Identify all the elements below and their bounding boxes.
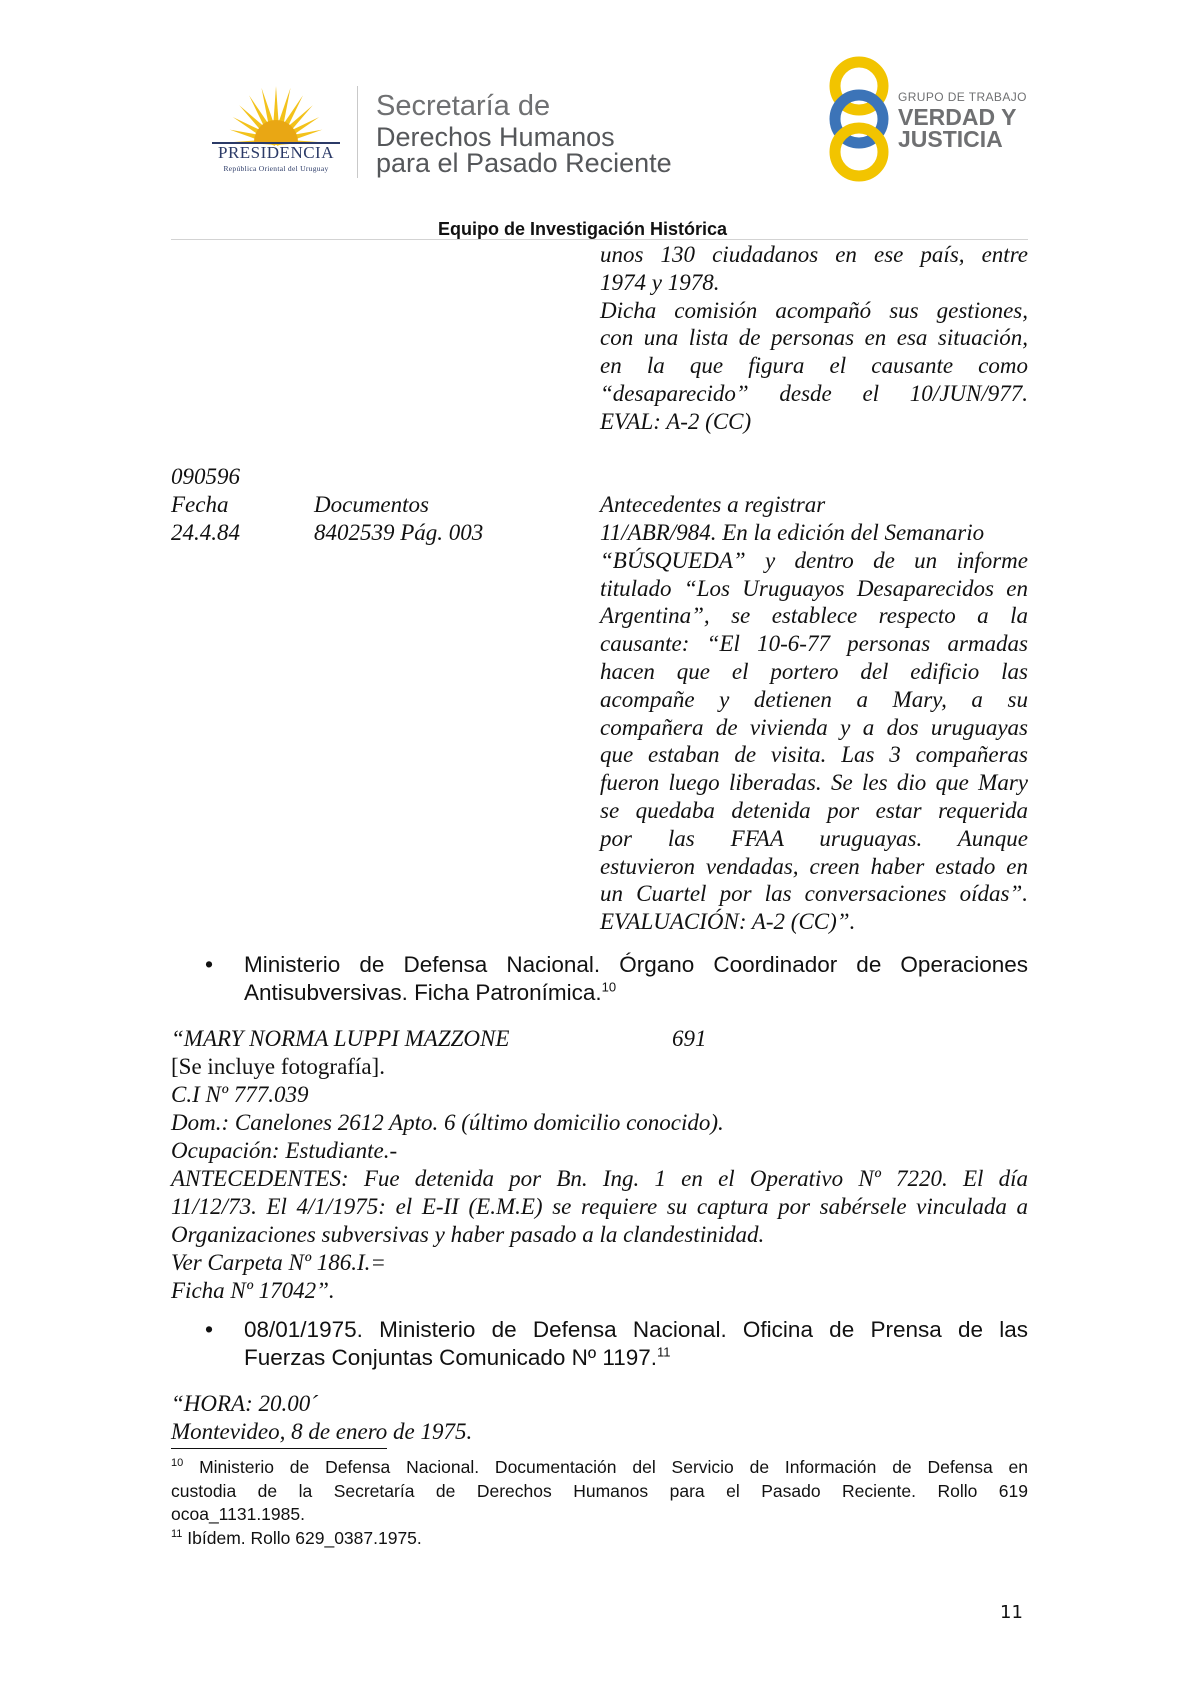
text-line: titulado “Los Uruguayos Desaparecidos en — [600, 575, 1028, 601]
text-line: “BÚSQUEDA” y dentro de un informe — [600, 547, 1028, 573]
record-date-value: 24.4.84 — [171, 520, 240, 545]
header-rule — [171, 239, 1028, 240]
bullet-symbol: • — [205, 951, 214, 977]
text-line: un Cuartel por las conversaciones oídas”. — [600, 881, 1028, 907]
ficha-name: “MARY NORMA LUPPI MAZZONE — [171, 1026, 510, 1051]
text-line: 11/12/73. El 4/1/1975: el E-II (E.M.E) se requiere su captura por sabérsele vinculada a — [171, 1193, 1028, 1219]
footnote-ref[interactable]: 10 — [601, 979, 617, 995]
record-antecedentes-label: Antecedentes a registrar — [600, 492, 826, 517]
bullet-line: 08/01/1975. Ministerio de Defensa Nacional. Oficina de Prensa de las — [244, 1317, 1028, 1342]
text-line: acompañe y detienen a Mary, a su — [600, 686, 1028, 712]
record-date-label: Fecha — [171, 492, 229, 517]
text-line: estuvieron vendadas, creen haber estado en — [600, 853, 1028, 879]
rings-icon — [824, 56, 894, 182]
text-line: compañera de vivienda y a dos uruguayas — [600, 714, 1028, 740]
secretaria-title-line3: para el Pasado Reciente — [376, 148, 672, 178]
text-line: hacen que el portero del edificio las — [600, 658, 1028, 684]
bullet-item-ficha — [244, 951, 1028, 1007]
footnote-line: custodia de la Secretaría de Derechos Humanos para el Pasado Reciente. Rollo 619 — [171, 1480, 1028, 1501]
text-line: EVALUACIÓN: A-2 (CC)”. — [600, 909, 856, 935]
footnote-line: Ibídem. Rollo 629_0387.1975. — [187, 1528, 422, 1548]
secretaria-title-line2: Derechos Humanos — [376, 122, 615, 152]
ficha-domicilio: Dom.: Canelones 2612 Apto. 6 (último domicilio conocido). — [171, 1110, 724, 1135]
footnote-10 — [171, 1456, 1028, 1527]
ficha-ci: C.I Nº 777.039 — [171, 1082, 309, 1107]
grupo-trabajo-label: GRUPO DE TRABAJO — [898, 90, 1027, 104]
record-docs-value: 8402539 Pág. 003 — [314, 520, 484, 545]
text-line: que estaban de visita. Las 3 compañeras — [600, 742, 1028, 768]
bullet-symbol: • — [205, 1316, 214, 1342]
continuation-block — [600, 241, 1028, 436]
ficha-antecedentes — [171, 1165, 1028, 1248]
record-docs-label: Documentos — [314, 492, 429, 517]
text-line: en la que figura el causante como — [600, 353, 1028, 379]
verdad-label: VERDAD Y — [898, 104, 1017, 130]
footnote-rule — [171, 1448, 387, 1449]
text-line: fueron luego liberadas. Se les dio que Mary — [600, 770, 1028, 796]
text-line: Argentina”, se establece respecto a la — [600, 603, 1028, 629]
text-line: causante: “El 10-6-77 personas armadas — [600, 631, 1028, 657]
sun-icon — [196, 80, 356, 150]
text-line: Dicha comisión acompañó sus gestiones, — [600, 297, 1028, 323]
bullet-item-comunicado — [244, 1316, 1028, 1372]
team-title: Equipo de Investigación Histórica — [438, 219, 728, 239]
text-line: ANTECEDENTES: Fue detenida por Bn. Ing. 1 en el Operativo Nº 7220. El día — [171, 1166, 1028, 1191]
bullet-line: Antisubversivas. Ficha Patronímica. — [244, 980, 602, 1005]
record-code: 090596 — [171, 464, 240, 489]
ficha-photo-note: [Se incluye fotografía]. — [171, 1054, 385, 1079]
bullet-line: Fuerzas Conjuntas Comunicado Nº 1197. — [244, 1345, 658, 1370]
footnote-11 — [171, 1527, 1028, 1551]
footnote-line: ocoa_1131.1985. — [171, 1504, 305, 1524]
footnote-ref[interactable]: 11 — [657, 1344, 671, 1360]
justicia-label: JUSTICIA — [898, 126, 1003, 152]
text-line: “desaparecido” desde el 10/JUN/977. — [600, 380, 1028, 406]
text-line: EVAL: A-2 (CC) — [600, 408, 752, 434]
footnote-number: 11 — [171, 1528, 183, 1541]
ficha-number: 691 — [672, 1026, 707, 1051]
text-line: por las FFAA uruguayas. Aunque — [600, 825, 1028, 851]
text-line: 11/ABR/984. En la edición del Semanario — [600, 520, 985, 545]
record-antecedentes-block — [600, 519, 1028, 936]
verdad-justicia-rings-logo — [824, 56, 894, 182]
comunicado-hora: “HORA: 20.00´ — [171, 1391, 318, 1416]
comunicado-place-date: Montevideo, 8 de enero de 1975. — [171, 1419, 473, 1444]
ficha-ocupacion: Ocupación: Estudiante.- — [171, 1138, 398, 1163]
page-number: 11 — [1000, 1602, 1023, 1623]
presidencia-name: PRESIDENCIA — [217, 143, 334, 162]
text-line: 1974 y 1978. — [600, 269, 720, 295]
presidencia-subtitle: República Oriental del Uruguay — [223, 164, 329, 173]
text-line: Organizaciones subversivas y haber pasado a la clandestinidad. — [171, 1221, 765, 1247]
ficha-number-line: Ficha Nº 17042”. — [171, 1278, 335, 1303]
logo-divider — [357, 86, 358, 178]
ficha-carpeta: Ver Carpeta Nº 186.I.= — [171, 1250, 386, 1275]
secretaria-title-line1: Secretaría de — [376, 90, 551, 122]
bullet-line: Ministerio de Defensa Nacional. Órgano Coordinador de Operaciones — [244, 952, 1028, 977]
text-line: se quedaba detenida por estar requerida — [600, 797, 1028, 823]
footnote-number: 10 — [171, 1457, 184, 1470]
text-line: con una lista de personas en esa situación, — [600, 325, 1028, 351]
text-line: unos 130 ciudadanos en ese país, entre — [600, 242, 1028, 267]
footnote-line: Ministerio de Defensa Nacional. Documentación del Servicio de Información de Defensa en — [199, 1457, 1028, 1477]
